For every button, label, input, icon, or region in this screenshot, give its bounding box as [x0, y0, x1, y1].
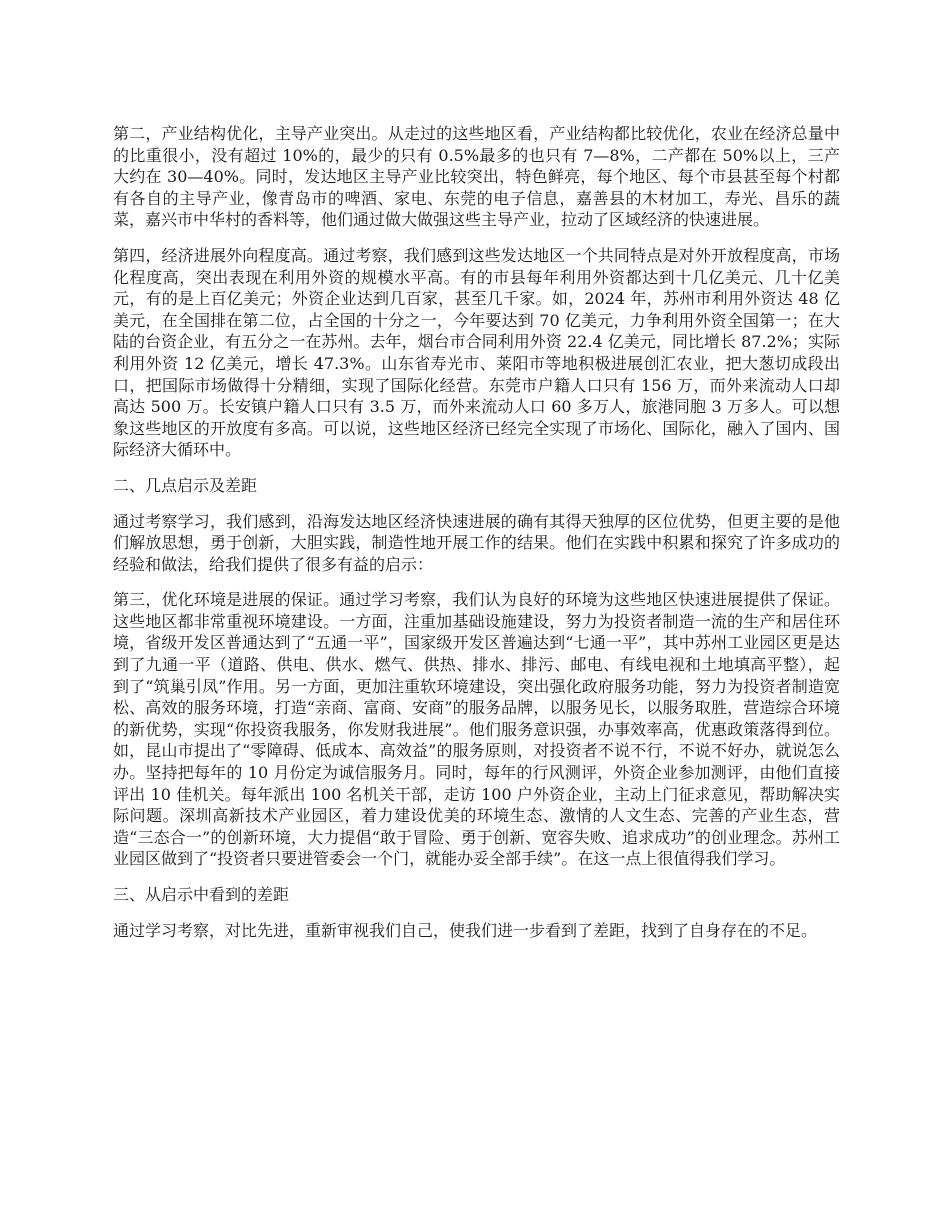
document-page — [113, 123, 840, 955]
paragraph-inspirations-intro: 通过考察学习，我们感到，沿海发达地区经济快速进展的确有其得天独厚的区位优势，但更主要的是他们解放思想，勇于创新，大胆实践，制造性地开展工作的结果。他们在实践中积累和探究了许多成功的经验和做法，给我们提供了很多有益的启示： — [113, 511, 840, 574]
paragraph-gaps-intro: 通过学习考察，对比先进，重新审视我们自己，使我们进一步看到了差距，找到了自身存在的不足。 — [113, 920, 818, 940]
paragraph-openness: 第四，经济进展外向程度高。通过考察，我们感到这些发达地区一个共同特点是对外开放程度高，市场化程度高，突出表现在利用外资的规模水平高。有的市县每年利用外资都达到十几亿美元、几十亿美元，有的是上百亿美元；外资企业达到几百家，甚至几千家。如，2024 年，苏州市利用外资达 48 亿美元，在全国排在第二位，占全国的十分之一，今年要达到 70 亿美元，力争利用外资全国第一；在大陆的台资企业，有五分之一在苏州。去年，烟台市合同利用外资 22.4 亿美元，同比增长 87.2%；实际利用外资 12 亿美元，增长 47.3%。山东省寿光市、莱阳市等地积极进展创汇农业，把大葱切成段出口，把国际市场做得十分精细，实现了国际化经营。东莞市户籍人口只有 156 万，而外来流动人口却高达 500 万。长安镇户籍人口只有 3.5 万，而外来流动人口 60 多万人，旅港同胞 3 万多人。可以想象这些地区的开放度有多高。可以说，这些地区经济已经完全实现了市场化、国际化，融入了国内、国际经济大循环中。 — [113, 245, 840, 460]
section-heading-gaps: 三、从启示中看到的差距 — [113, 885, 290, 904]
paragraph-industrial-structure: 第二，产业结构优化，主导产业突出。从走过的这些地区看，产业结构都比较优化，农业在经济总量中的比重很小，没有超过 10%的，最少的只有 0.5%最多的也只有 7—8%，二产都在 50%以上，三产大约在 30—40%。同时，发达地区主导产业比较突出，特色鲜亮，每个地区、每个市县甚至每个村都有各自的主导产业，像青岛市的啤酒、家电、东莞的电子信息，嘉善县的木材加工，寿光、昌乐的蔬菜，嘉兴市中华村的香料等，他们通过做大做强这些主导产业，拉动了区域经济的快速进展。 — [113, 124, 840, 230]
paragraph-environment: 第三，优化环境是进展的保证。通过学习考察，我们认为良好的环境为这些地区快速进展提供了保证。这些地区都非常重视环境建设。一方面，注重加基础设施建设，努力为投资者制造一流的生产和居住环境，省级开发区普通达到了“五通一平”，国家级开发区普遍达到“七通一平”，其中苏州工业园区更是达到了九通一平（道路、供电、供水、燃气、供热、排水、排污、邮电、有线电视和土地填高平整），起到了“筑巢引凤”作用。另一方面，更加注重软环境建设，突出强化政府服务功能，努力为投资者制造宽松、高效的服务环境，打造“亲商、富商、安商”的服务品牌，以服务见长，以服务取胜，营造综合环境的新优势，实现“你投资我服务，你发财我进展”。他们服务意识强，办事效率高，优惠政策落得到位。如，昆山市提出了“零障碍、低成本、高效益”的服务原则，对投资者不说不行，不说不好办，就说怎么办。坚持把每年的 10 月份定为诚信服务月。同时，每年的行风测评，外资企业参加测评，由他们直接评出 10 佳机关。每年派出 100 名机关干部，走访 100 户外资企业，主动上门征求意见，帮助解决实际问题。深圳高新技术产业园区，着力建设优美的环境生态、激情的人文生态、完善的产业生态，营造“三态合一”的创新环境，大力提倡“敢于冒险、勇于创新、宽容失败、追求成功”的创业理念。苏州工业园区做到了“投资者只要进管委会一个门，就能办妥全部手续”。在这一点上很值得我们学习。 — [113, 590, 840, 869]
section-heading-inspirations: 二、几点启示及差距 — [113, 475, 258, 495]
